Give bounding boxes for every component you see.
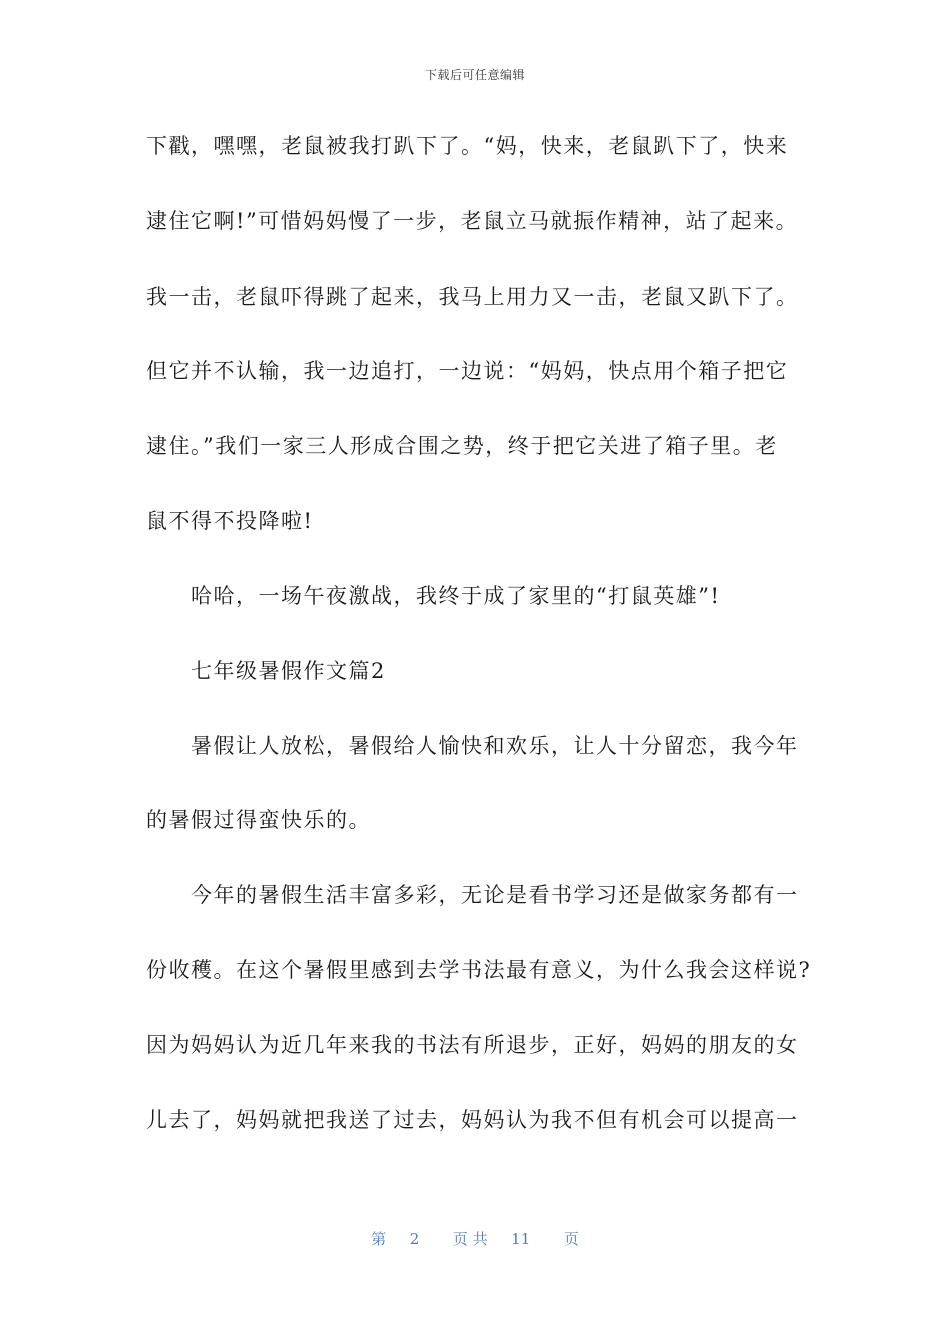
text-line: 但它并不认输，我一边追打，一边说：“妈妈，快点用个箱子把它 (146, 359, 789, 383)
text-line: 我一击，老鼠吓得跳了起来，我马上用力又一击，老鼠又趴下了。 (146, 285, 799, 309)
footer-ye-gong: 页 共 (452, 1230, 488, 1248)
text-line: 下戳，嘿嘿，老鼠被我打趴下了。“妈，快来，老鼠趴下了，快来 (146, 134, 789, 158)
text-line: 逮住。”我们一家三人形成合围之势，终于把它关进了箱子里。老 (146, 434, 778, 458)
text-line: 儿去了，妈妈就把我送了过去，妈妈认为我不但有机会可以提高一 (146, 1108, 799, 1132)
footer-total-pages: 11 (511, 1230, 531, 1248)
text-line: 的暑假过得蛮快乐的。 (146, 808, 371, 832)
section-heading: 七年级暑假作文篇2 (146, 659, 386, 683)
text-line: 因为妈妈认为近几年来我的书法有所退步，正好，妈妈的朋友的女 (146, 1033, 799, 1057)
text-line: 哈哈，一场午夜激战，我终于成了家里的“打鼠英雄”! (146, 584, 721, 608)
page-footer (0, 1228, 950, 1249)
text-line: 鼠不得不投降啦! (146, 509, 314, 533)
footer-ye: 页 (563, 1230, 579, 1248)
text-line: 份收穫。在这个暑假里感到去学书法最有意义，为什么我会这样说? (146, 958, 812, 982)
text-line: 逮住它啊!”可惜妈妈慢了一步，老鼠立马就振作精神，站了起来。 (146, 209, 799, 233)
text-line: 暑假让人放松，暑假给人愉快和欢乐，让人十分留恋，我今年 (146, 734, 799, 758)
footer-page-number: 2 (409, 1230, 420, 1248)
footer-di: 第 (371, 1230, 387, 1248)
page-header-note: 下载后可任意编辑 (424, 68, 525, 82)
text-line: 今年的暑假生活丰富多彩，无论是看书学习还是做家务都有一 (146, 883, 799, 907)
